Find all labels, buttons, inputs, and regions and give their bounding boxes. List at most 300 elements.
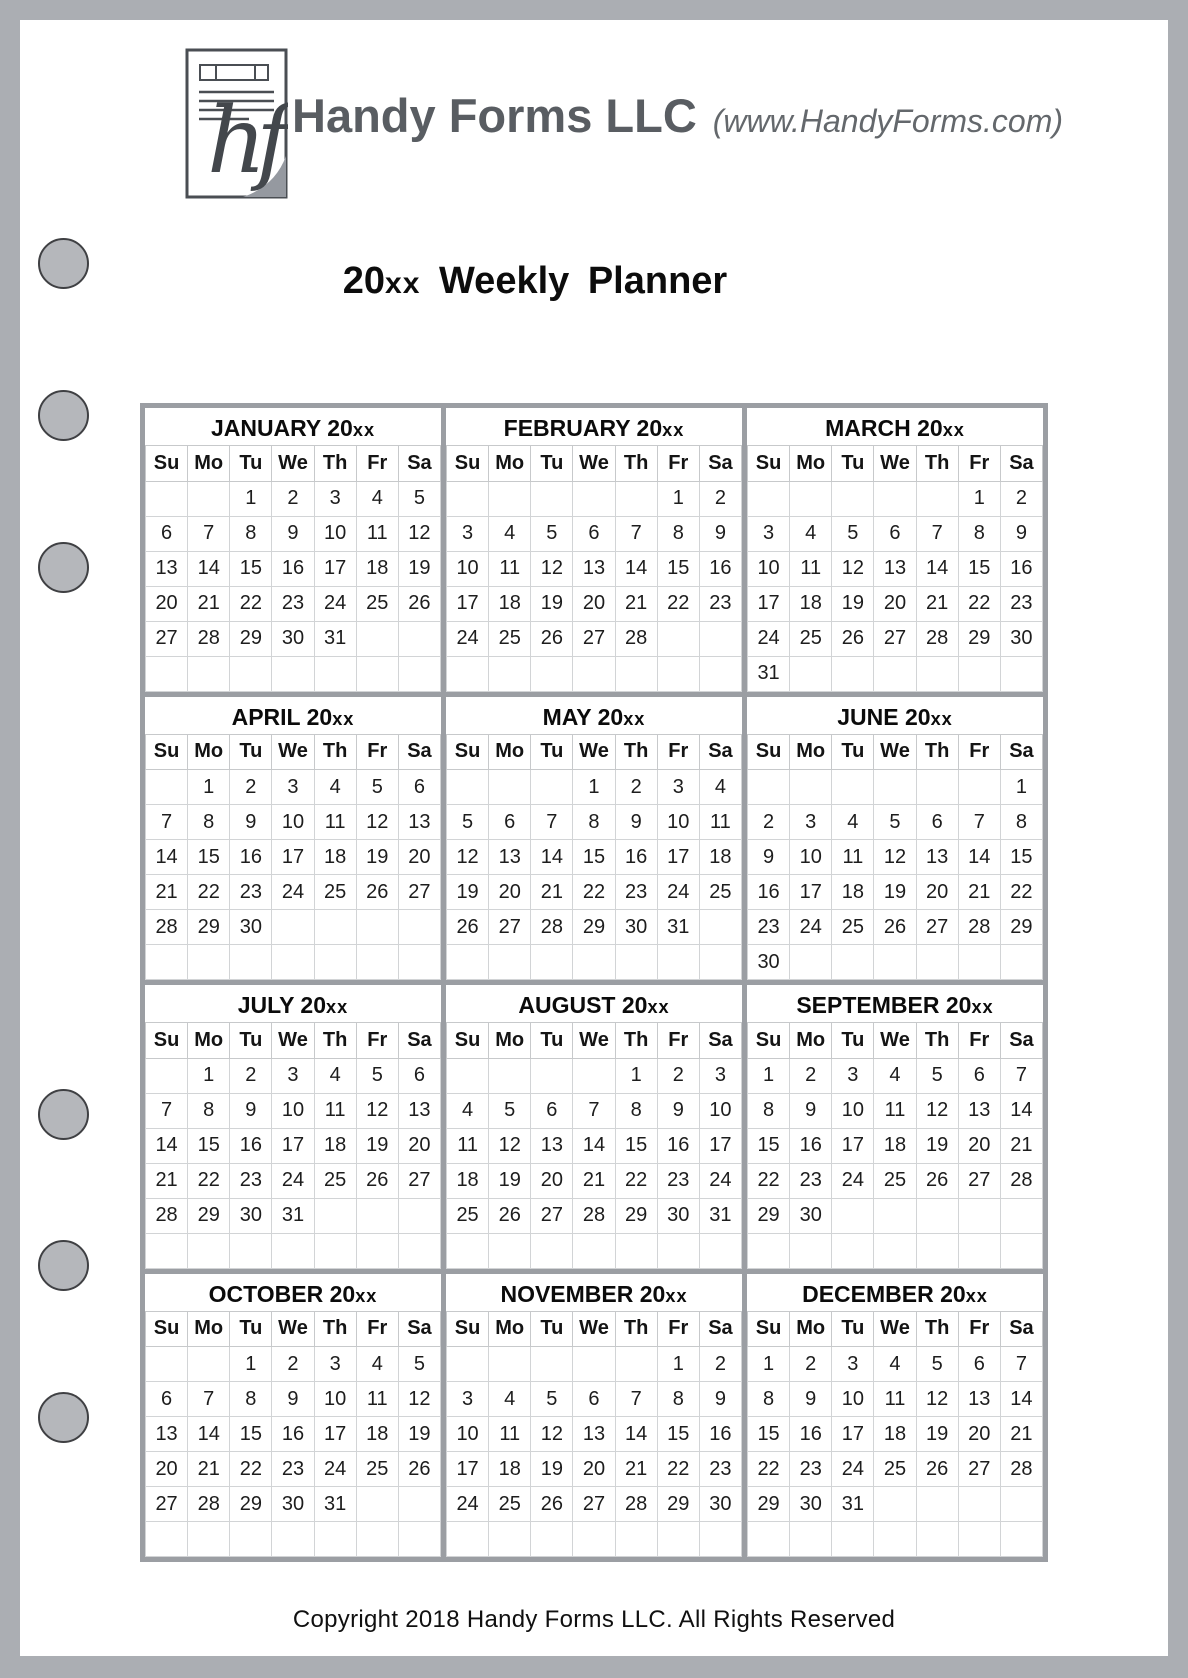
day-cell: 17 (447, 1452, 489, 1487)
day-cell (146, 1058, 188, 1093)
day-cell: 22 (188, 1163, 230, 1198)
day-header: We (573, 1023, 615, 1058)
day-cell: 2 (230, 1058, 272, 1093)
day-cell: 16 (699, 1417, 741, 1452)
day-cell: 19 (447, 875, 489, 910)
day-cell: 27 (958, 1163, 1000, 1198)
day-cell (314, 656, 356, 691)
day-cell (699, 1522, 741, 1557)
day-cell: 21 (615, 586, 657, 621)
day-cell: 1 (958, 481, 1000, 516)
day-cell: 4 (699, 770, 741, 805)
day-cell: 22 (748, 1452, 790, 1487)
day-header: Tu (531, 735, 573, 770)
day-cell: 14 (146, 1128, 188, 1163)
day-cell: 26 (356, 875, 398, 910)
day-cell: 7 (916, 516, 958, 551)
day-cell (916, 481, 958, 516)
day-cell (790, 1233, 832, 1268)
day-cell: 1 (188, 1058, 230, 1093)
month-title: SEPTEMBER 20xx (747, 985, 1043, 1023)
month-table (747, 735, 1043, 981)
day-cell: 30 (272, 621, 314, 656)
day-cell (832, 656, 874, 691)
day-cell (398, 656, 440, 691)
day-header: Tu (531, 1312, 573, 1347)
binder-hole (38, 542, 89, 593)
day-cell: 5 (916, 1058, 958, 1093)
day-cell: 12 (916, 1382, 958, 1417)
day-cell: 9 (615, 805, 657, 840)
day-header: Sa (398, 1312, 440, 1347)
day-cell: 23 (699, 586, 741, 621)
day-cell: 17 (699, 1128, 741, 1163)
day-cell: 23 (790, 1163, 832, 1198)
day-cell: 10 (832, 1382, 874, 1417)
day-cell: 5 (356, 770, 398, 805)
day-cell (146, 481, 188, 516)
day-header: Sa (398, 446, 440, 481)
day-cell (146, 945, 188, 980)
day-cell: 27 (531, 1198, 573, 1233)
day-cell (489, 1347, 531, 1382)
day-cell (874, 1233, 916, 1268)
month-august (446, 985, 742, 1269)
day-cell: 25 (447, 1198, 489, 1233)
day-cell (398, 621, 440, 656)
day-header: Th (916, 735, 958, 770)
day-cell: 25 (874, 1163, 916, 1198)
day-cell: 7 (958, 805, 1000, 840)
day-cell: 22 (188, 875, 230, 910)
day-cell: 25 (314, 1163, 356, 1198)
day-cell: 8 (230, 1382, 272, 1417)
brand-name: Handy Forms LLC (292, 89, 697, 142)
day-cell: 13 (398, 1093, 440, 1128)
binder-hole (38, 1392, 89, 1443)
day-cell: 10 (657, 805, 699, 840)
day-cell: 2 (230, 770, 272, 805)
day-cell (748, 1233, 790, 1268)
day-cell (615, 481, 657, 516)
day-cell: 17 (832, 1128, 874, 1163)
day-cell: 22 (230, 1452, 272, 1487)
day-cell: 27 (489, 910, 531, 945)
day-cell: 30 (1000, 621, 1042, 656)
day-cell: 6 (398, 1058, 440, 1093)
day-cell: 31 (832, 1487, 874, 1522)
day-cell (356, 1487, 398, 1522)
day-header: Fr (356, 446, 398, 481)
day-cell: 2 (272, 1347, 314, 1382)
day-cell: 4 (447, 1093, 489, 1128)
day-cell: 11 (874, 1093, 916, 1128)
day-cell: 6 (489, 805, 531, 840)
day-cell: 8 (748, 1093, 790, 1128)
day-cell: 13 (874, 551, 916, 586)
day-cell: 22 (230, 586, 272, 621)
day-cell (489, 1522, 531, 1557)
day-cell: 7 (615, 1382, 657, 1417)
day-header: Th (615, 735, 657, 770)
day-cell: 10 (790, 840, 832, 875)
day-cell: 27 (146, 621, 188, 656)
day-cell (573, 1347, 615, 1382)
day-cell: 24 (832, 1163, 874, 1198)
binder-hole (38, 390, 89, 441)
day-header: Mo (188, 735, 230, 770)
day-cell (356, 1522, 398, 1557)
day-cell: 11 (790, 551, 832, 586)
day-cell: 18 (489, 1452, 531, 1487)
day-cell: 31 (657, 910, 699, 945)
day-cell: 23 (699, 1452, 741, 1487)
day-cell (748, 770, 790, 805)
month-title: AUGUST 20xx (446, 985, 742, 1023)
day-header: Tu (832, 446, 874, 481)
day-cell: 5 (398, 1347, 440, 1382)
day-cell: 20 (958, 1417, 1000, 1452)
day-cell: 14 (188, 1417, 230, 1452)
day-cell: 13 (489, 840, 531, 875)
day-cell (188, 945, 230, 980)
day-cell (398, 1233, 440, 1268)
day-cell: 7 (188, 1382, 230, 1417)
day-cell: 13 (958, 1093, 1000, 1128)
day-cell: 2 (748, 805, 790, 840)
day-cell: 10 (447, 551, 489, 586)
day-cell (916, 1233, 958, 1268)
month-table (145, 1023, 441, 1269)
day-cell (916, 945, 958, 980)
day-cell (958, 1233, 1000, 1268)
day-cell: 2 (272, 481, 314, 516)
day-cell: 15 (188, 840, 230, 875)
day-header: Fr (356, 1023, 398, 1058)
day-cell: 22 (958, 586, 1000, 621)
day-cell (356, 1198, 398, 1233)
day-cell: 24 (790, 910, 832, 945)
day-cell: 5 (489, 1093, 531, 1128)
day-cell: 13 (531, 1128, 573, 1163)
day-cell: 17 (657, 840, 699, 875)
day-cell: 1 (573, 770, 615, 805)
day-header: Th (916, 1312, 958, 1347)
day-cell: 9 (657, 1093, 699, 1128)
month-table (446, 1312, 742, 1558)
day-cell (573, 1522, 615, 1557)
day-cell: 18 (447, 1163, 489, 1198)
day-cell (573, 1233, 615, 1268)
title-text: Weekly Planner (439, 260, 728, 302)
day-cell: 11 (874, 1382, 916, 1417)
day-cell (615, 1347, 657, 1382)
day-cell: 18 (874, 1417, 916, 1452)
month-title: MARCH 20xx (747, 408, 1043, 446)
day-cell: 8 (1000, 805, 1042, 840)
month-table (145, 735, 441, 981)
day-cell: 14 (531, 840, 573, 875)
month-september (747, 985, 1043, 1269)
day-cell: 5 (832, 516, 874, 551)
day-cell: 18 (356, 1417, 398, 1452)
day-cell (1000, 945, 1042, 980)
day-cell: 29 (615, 1198, 657, 1233)
day-header: Sa (1000, 1023, 1042, 1058)
day-cell: 20 (398, 1128, 440, 1163)
day-cell (356, 910, 398, 945)
day-header: Sa (699, 1312, 741, 1347)
day-cell: 7 (1000, 1058, 1042, 1093)
day-cell: 24 (447, 1487, 489, 1522)
day-cell: 13 (398, 805, 440, 840)
day-cell: 5 (531, 1382, 573, 1417)
day-cell: 5 (916, 1347, 958, 1382)
day-cell: 6 (958, 1058, 1000, 1093)
day-cell: 12 (447, 840, 489, 875)
day-cell: 1 (657, 481, 699, 516)
day-cell: 10 (699, 1093, 741, 1128)
day-cell (489, 481, 531, 516)
month-october (145, 1274, 441, 1558)
day-cell: 19 (531, 586, 573, 621)
day-cell: 1 (1000, 770, 1042, 805)
day-cell: 22 (615, 1163, 657, 1198)
day-cell (146, 1233, 188, 1268)
day-cell: 29 (958, 621, 1000, 656)
day-cell: 3 (832, 1058, 874, 1093)
day-header: Fr (657, 735, 699, 770)
day-header: Sa (1000, 735, 1042, 770)
day-cell (615, 656, 657, 691)
day-cell: 3 (832, 1347, 874, 1382)
day-cell (790, 770, 832, 805)
day-cell (272, 1522, 314, 1557)
month-table (145, 1312, 441, 1558)
day-header: Th (615, 1312, 657, 1347)
day-cell: 22 (657, 1452, 699, 1487)
day-cell: 6 (398, 770, 440, 805)
day-cell: 4 (314, 1058, 356, 1093)
day-header: Mo (790, 735, 832, 770)
day-cell: 27 (146, 1487, 188, 1522)
handy-forms-logo-icon (185, 48, 288, 200)
day-cell: 12 (916, 1093, 958, 1128)
day-cell: 15 (748, 1128, 790, 1163)
day-cell: 5 (531, 516, 573, 551)
day-cell: 18 (314, 1128, 356, 1163)
day-cell: 20 (573, 1452, 615, 1487)
day-cell (398, 1198, 440, 1233)
day-cell (874, 770, 916, 805)
day-cell: 31 (748, 656, 790, 691)
month-table (446, 735, 742, 981)
day-cell: 21 (188, 1452, 230, 1487)
day-cell (958, 1198, 1000, 1233)
day-cell: 29 (1000, 910, 1042, 945)
day-cell (832, 770, 874, 805)
day-cell: 11 (489, 551, 531, 586)
day-cell: 21 (188, 586, 230, 621)
day-cell: 12 (531, 1417, 573, 1452)
day-cell: 24 (657, 875, 699, 910)
day-header: Tu (531, 1023, 573, 1058)
day-header: Fr (958, 1023, 1000, 1058)
day-cell: 8 (573, 805, 615, 840)
day-cell (230, 945, 272, 980)
day-cell: 29 (657, 1487, 699, 1522)
day-cell: 5 (874, 805, 916, 840)
day-cell: 26 (874, 910, 916, 945)
day-cell: 19 (398, 551, 440, 586)
day-cell: 13 (573, 551, 615, 586)
day-header: Sa (1000, 1312, 1042, 1347)
day-header: Su (748, 1023, 790, 1058)
day-cell (447, 945, 489, 980)
day-cell: 8 (657, 516, 699, 551)
day-header: Tu (230, 735, 272, 770)
day-cell: 26 (916, 1163, 958, 1198)
day-cell: 19 (398, 1417, 440, 1452)
day-header: Fr (356, 735, 398, 770)
day-cell: 11 (356, 1382, 398, 1417)
day-cell: 14 (188, 551, 230, 586)
logo-monogram: hf (207, 87, 281, 194)
day-cell (188, 1522, 230, 1557)
day-cell (958, 945, 1000, 980)
day-cell (916, 1487, 958, 1522)
day-header: We (573, 1312, 615, 1347)
month-table (747, 446, 1043, 692)
month-title: FEBRUARY 20xx (446, 408, 742, 446)
day-cell: 15 (230, 1417, 272, 1452)
day-cell (489, 1233, 531, 1268)
day-cell (699, 621, 741, 656)
day-header: Sa (699, 446, 741, 481)
day-cell: 14 (146, 840, 188, 875)
day-cell: 19 (832, 586, 874, 621)
day-cell: 22 (748, 1163, 790, 1198)
day-cell: 10 (272, 805, 314, 840)
day-cell (699, 656, 741, 691)
day-cell (657, 1233, 699, 1268)
day-header: Su (447, 1312, 489, 1347)
day-cell: 27 (573, 1487, 615, 1522)
day-cell: 19 (916, 1417, 958, 1452)
day-cell (447, 1522, 489, 1557)
title-year: 20 (342, 260, 386, 302)
day-cell: 25 (874, 1452, 916, 1487)
day-header: Th (916, 1023, 958, 1058)
day-cell: 11 (356, 516, 398, 551)
day-cell (447, 481, 489, 516)
day-cell: 23 (230, 875, 272, 910)
day-header: Th (615, 446, 657, 481)
day-cell: 10 (314, 516, 356, 551)
day-cell: 29 (573, 910, 615, 945)
day-cell: 9 (699, 516, 741, 551)
day-cell: 6 (146, 1382, 188, 1417)
day-cell (188, 1233, 230, 1268)
day-cell: 19 (489, 1163, 531, 1198)
day-cell: 24 (832, 1452, 874, 1487)
day-cell (230, 1233, 272, 1268)
day-cell: 28 (958, 910, 1000, 945)
day-header: We (874, 735, 916, 770)
day-cell: 2 (790, 1058, 832, 1093)
day-cell: 14 (615, 551, 657, 586)
day-cell: 17 (447, 586, 489, 621)
day-cell: 29 (230, 1487, 272, 1522)
day-cell: 28 (146, 1198, 188, 1233)
day-cell (531, 1347, 573, 1382)
day-cell (657, 656, 699, 691)
day-cell: 13 (146, 1417, 188, 1452)
day-header: Mo (790, 1023, 832, 1058)
day-cell (832, 945, 874, 980)
day-cell: 1 (230, 481, 272, 516)
day-cell: 30 (699, 1487, 741, 1522)
day-cell: 10 (272, 1093, 314, 1128)
day-header: We (874, 1023, 916, 1058)
month-title: DECEMBER 20xx (747, 1274, 1043, 1312)
day-cell (230, 1522, 272, 1557)
day-cell (573, 656, 615, 691)
day-cell: 8 (958, 516, 1000, 551)
day-cell (916, 770, 958, 805)
day-cell (790, 945, 832, 980)
day-cell: 21 (1000, 1128, 1042, 1163)
day-cell (748, 481, 790, 516)
day-cell: 26 (916, 1452, 958, 1487)
day-cell: 2 (615, 770, 657, 805)
day-cell (531, 1058, 573, 1093)
day-cell: 30 (748, 945, 790, 980)
day-cell: 13 (916, 840, 958, 875)
day-cell: 14 (958, 840, 1000, 875)
day-cell: 15 (657, 551, 699, 586)
day-cell: 9 (230, 805, 272, 840)
day-header: Th (916, 446, 958, 481)
day-cell (657, 621, 699, 656)
day-cell: 1 (230, 1347, 272, 1382)
month-january (145, 408, 441, 692)
day-cell (790, 656, 832, 691)
day-cell: 12 (489, 1128, 531, 1163)
day-cell: 23 (657, 1163, 699, 1198)
day-cell: 22 (1000, 875, 1042, 910)
day-cell (314, 1522, 356, 1557)
day-header: Tu (230, 1023, 272, 1058)
day-cell: 26 (356, 1163, 398, 1198)
day-header: Th (314, 1023, 356, 1058)
day-cell: 21 (146, 1163, 188, 1198)
day-cell: 24 (748, 621, 790, 656)
day-cell: 21 (916, 586, 958, 621)
day-cell: 11 (447, 1128, 489, 1163)
day-cell: 27 (573, 621, 615, 656)
day-cell: 24 (272, 1163, 314, 1198)
day-cell: 4 (356, 1347, 398, 1382)
day-header: Fr (356, 1312, 398, 1347)
day-cell: 24 (272, 875, 314, 910)
day-cell (314, 910, 356, 945)
day-cell: 12 (398, 1382, 440, 1417)
day-cell: 9 (699, 1382, 741, 1417)
day-cell: 16 (790, 1417, 832, 1452)
day-cell: 19 (874, 875, 916, 910)
day-cell (356, 656, 398, 691)
